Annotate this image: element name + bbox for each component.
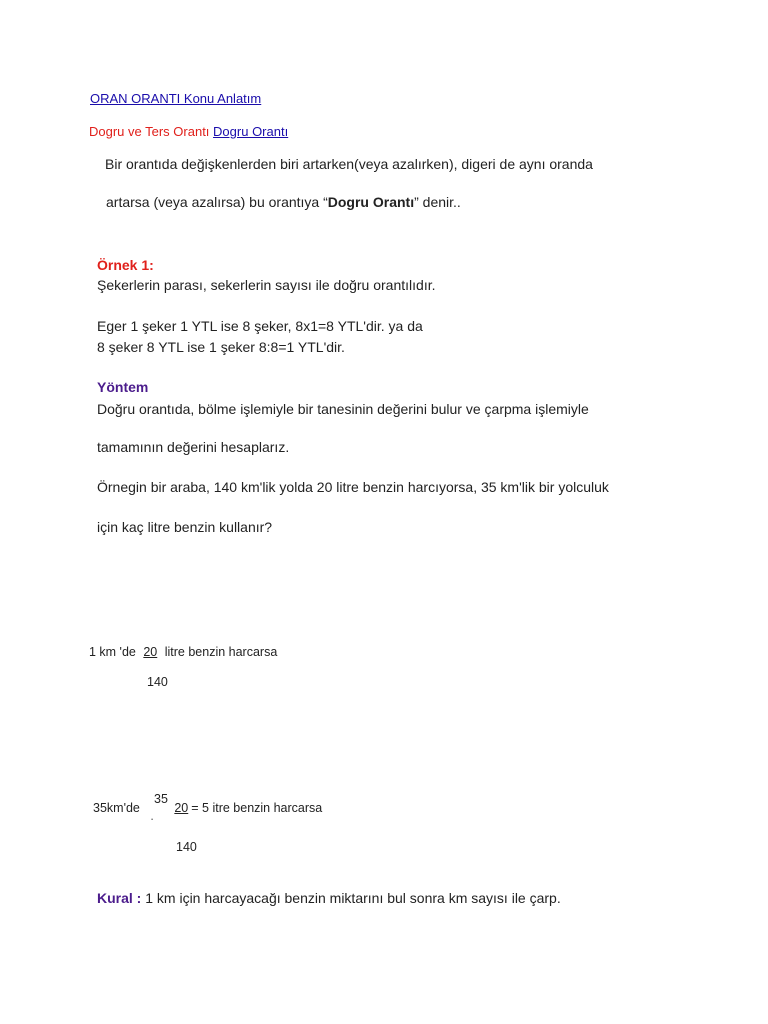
example-heading: Örnek 1: [97, 257, 154, 273]
method-line-3: Örnegin bir araba, 140 km'lik yolda 20 litre benzin harcıyorsa, 35 km'lik bir yolculuk [97, 479, 609, 495]
subtitle-line [89, 124, 288, 139]
intro-line-1: Bir orantıda değişkenlerden biri artarken(veya azalırken), digeri de aynı oranda [105, 156, 593, 172]
calc1-prefix: 1 km 'de [89, 645, 136, 659]
title-link[interactable]: ORAN ORANTI Konu Anlatım [90, 91, 262, 106]
calc1-numerator: 20 [143, 645, 158, 659]
intro-line-2 [106, 194, 461, 210]
calc2-numerator: 20 [174, 801, 189, 815]
method-line-2: tamamının değerini hesaplarız. [97, 439, 290, 455]
example-line-3: 8 şeker 8 YTL ise 1 şeker 8:8=1 YTL'dir. [97, 339, 345, 355]
calc2-denominator: 140 [176, 840, 197, 854]
subtitle-link[interactable]: Dogru Orantı [213, 124, 289, 139]
intro-line-2-start: artarsa (veya azalırsa) bu orantıya “ [106, 194, 328, 210]
example-line-2: Eger 1 şeker 1 YTL ise 8 şeker, 8x1=8 YTL'dir. ya da [97, 318, 423, 334]
calc2-factor: 35 [154, 792, 168, 806]
calc2-line [93, 801, 322, 815]
calc2-prefix: 35km'de [93, 801, 140, 815]
method-line-1: Doğru orantıda, bölme işlemiyle bir tanesinin değerini bulur ve çarpma işlemiyle [97, 401, 589, 417]
calc2-suffix: = 5 itre benzin harcarsa [191, 801, 323, 815]
rule-label: Kural : [97, 890, 142, 906]
method-heading: Yöntem [97, 379, 149, 395]
calc1-suffix: litre benzin harcarsa [164, 645, 278, 659]
intro-line-2-end: ” denir.. [414, 194, 461, 210]
rule-text: 1 km için harcayacağı benzin miktarını bul sonra km sayısı ile çarp. [145, 890, 561, 906]
method-line-4: için kaç litre benzin kullanır? [97, 519, 273, 535]
subtitle-red-text: Dogru ve Ters Orantı [89, 124, 210, 139]
intro-bold-term: Dogru Orantı [327, 194, 415, 210]
example-line-1: Şekerlerin parası, sekerlerin sayısı ile doğru orantılıdır. [97, 277, 436, 293]
rule-line [97, 890, 561, 906]
calc2-dot: · [150, 812, 155, 826]
calc1-line [89, 645, 277, 659]
calc1-denominator: 140 [147, 675, 168, 689]
